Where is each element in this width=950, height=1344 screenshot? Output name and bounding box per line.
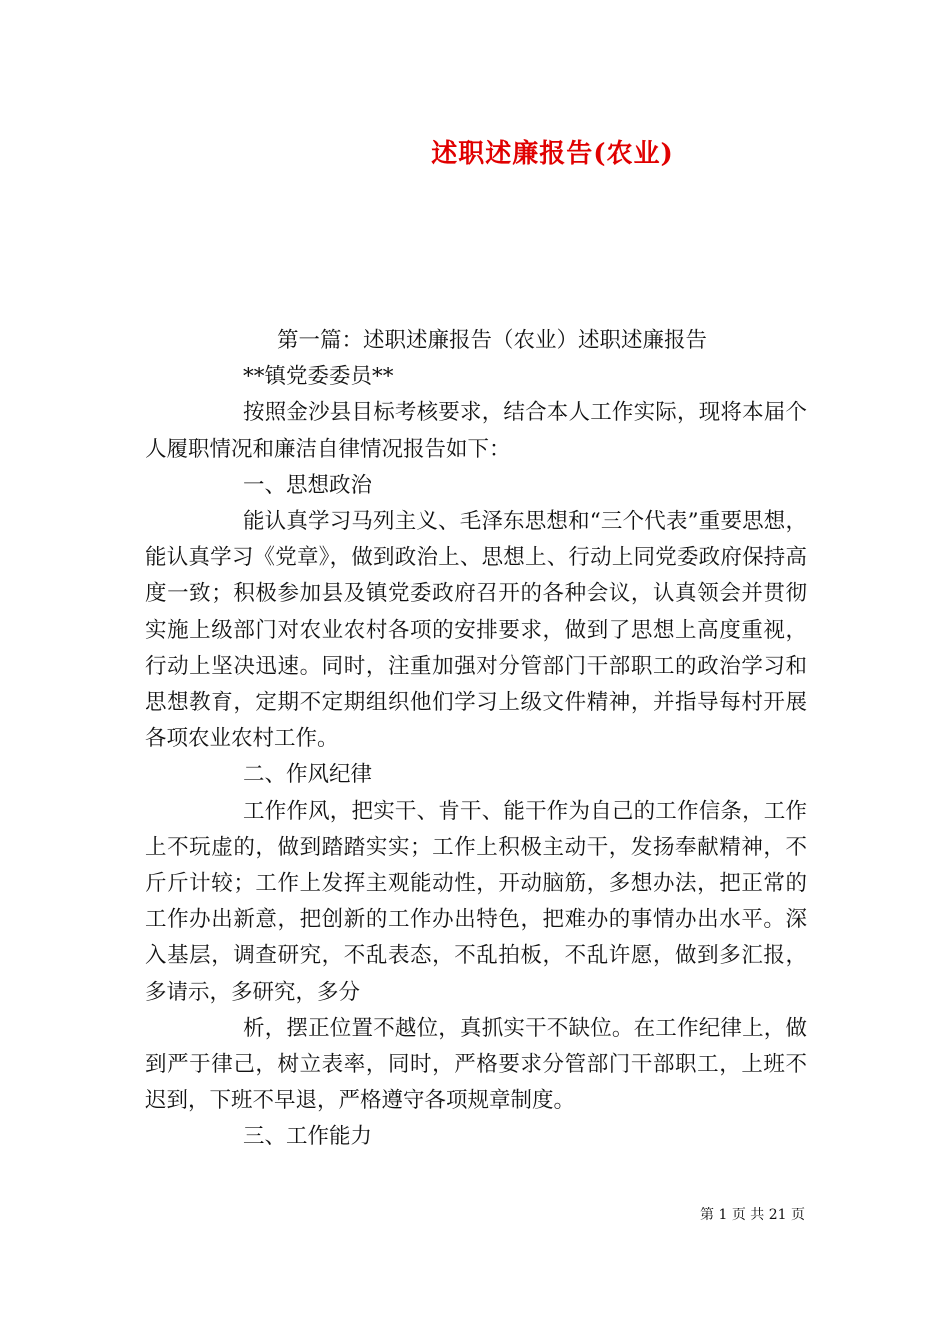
document-body [145,323,807,1156]
author-line: **镇党委委员** [243,364,394,390]
page-number: 第 1 页 共 21 页 [700,1207,805,1223]
heading-ability: 三、工作能力 [243,1124,373,1150]
paragraph-discipline-part2: 析，摆正位置不越位，真抓实干不缺位。在工作纪律上，做到严于律己，树立表率，同时，严格要求分管部门干部职工，上班不迟到，下班不早退，严格遵守各项规章制度。 [145,1015,807,1114]
paragraph-discipline-part1: 工作作风，把实干、肯干、能干作为自己的工作信条，工作上不玩虚的，做到踏踏实实；工作上积极主动干，发扬奉献精神，不斤斤计较；工作上发挥主观能动性，开动脑筋，多想办法，把正常的工作办出新意，把创新的工作办出特色，把难办的事情办出水平。深入基层，调查研究，不乱表态，不乱拍板，不乱许愿，做到多汇报，多请示，多研究，多分 [145,798,807,1005]
heading-political: 一、思想政治 [243,472,373,498]
section-title-line: 第一篇：述职述廉报告（农业）述职述廉报告 [277,328,708,353]
heading-discipline: 二、作风纪律 [243,762,373,788]
document-title: 述职述廉报告(农业) [431,139,674,169]
paragraph-political: 能认真学习马列主义、毛泽东思想和“三个代表”重要思想，能认真学习《党章》，做到政治上、思想上、行动上同党委政府保持高度一致；积极参加县及镇党委政府召开的各种会议，认真领会并贯彻实施上级部门对农业农村各项的安排要求，做到了思想上高度重视，行动上坚决迅速。同时，注重加强对分管部门干部职工的政治学习和思想教育，定期不定期组织他们学习上级文件精神，并指导每村开展各项农业农村工作。 [145,509,807,752]
intro-paragraph: 按照金沙县目标考核要求，结合本人工作实际，现将本届个人履职情况和廉洁自律情况报告如下： [145,400,807,462]
